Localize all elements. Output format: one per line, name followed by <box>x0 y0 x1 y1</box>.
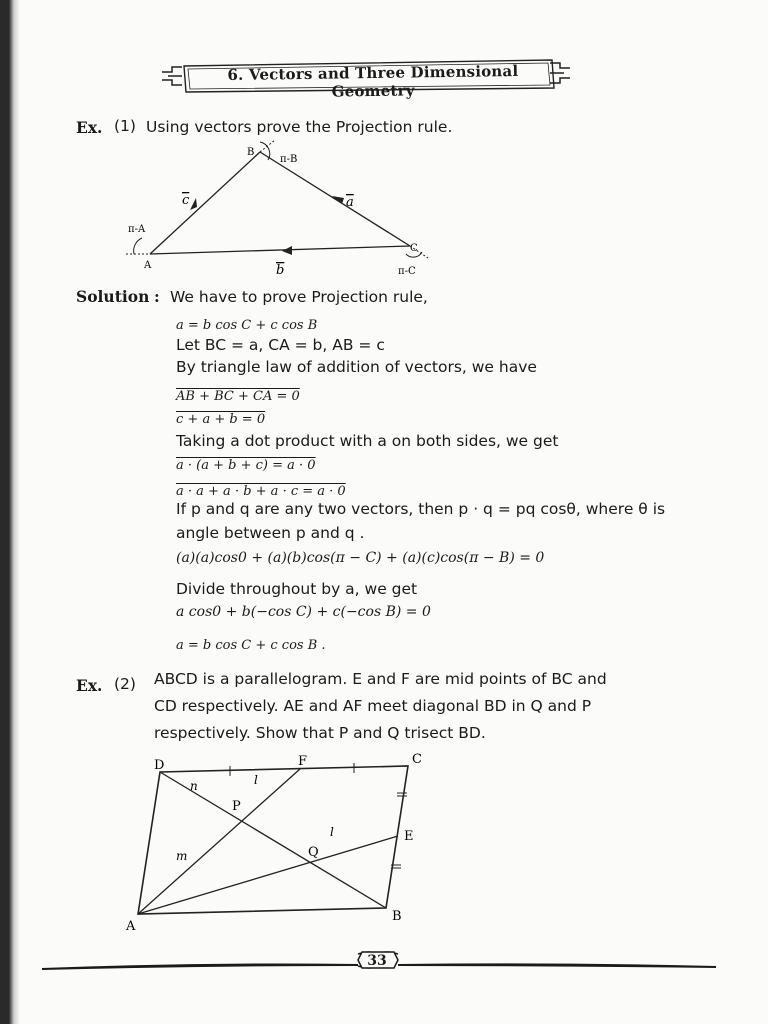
angle-pi-c-label: π-C <box>398 266 416 277</box>
vertex-b-label: B <box>247 147 255 158</box>
page-binding-edge <box>0 0 20 1024</box>
solution-label: Solution <box>76 287 150 306</box>
solution-line: We have to prove Projection rule, <box>170 288 428 306</box>
solution-line: angle between p and q . <box>176 524 365 542</box>
vector-c-label: c <box>182 193 190 208</box>
solution-line: If p and q are any two vectors, then p · q = pq cosθ, where θ is <box>176 500 666 518</box>
solution-line: Let BC = a, CA = b, AB = c <box>176 336 385 354</box>
vertex-c-label: C <box>412 752 422 767</box>
ex2-label: Ex. <box>76 676 103 695</box>
solution-equation: c + a + b = 0 <box>176 412 266 427</box>
solution-line: Divide throughout by a, we get <box>176 580 418 598</box>
vertex-b-label: B <box>392 909 402 924</box>
solution-equation: (a)(a)cos0 + (a)(b)cos(π − C) + (a)(c)cos(π − B) = 0 <box>176 550 545 566</box>
ex2-question-line: CD respectively. AE and AF meet diagonal BD in Q and P <box>154 697 592 715</box>
angle-pi-a-label: π-A <box>128 224 146 235</box>
solution-equation: a = b cos C + c cos B . <box>176 638 326 653</box>
segment-m-label: m <box>176 849 188 863</box>
midpoint-f-label: F <box>298 754 308 769</box>
solution-equation: a cos0 + b(−cos C) + c(−cos B) = 0 <box>176 604 431 620</box>
solution-equation: a = b cos C + c cos B <box>176 318 318 333</box>
vertex-c-label: C <box>410 243 418 254</box>
ex1-label: Ex. <box>76 118 103 137</box>
solution-equation: AB + BC + CA = 0 <box>176 389 300 404</box>
ex1-question: Using vectors prove the Projection rule. <box>146 118 453 136</box>
segment-n-label: n <box>190 779 198 793</box>
ex1-number: (1) <box>114 117 136 135</box>
chapter-title: 6. Vectors and Three Dimensional Geometry <box>227 61 519 101</box>
parallelogram-figure <box>118 748 438 938</box>
solution-line: By triangle law of addition of vectors, we have <box>176 358 537 376</box>
angle-pi-b-label: π-B <box>280 154 298 165</box>
triangle-figure <box>110 140 440 280</box>
vector-a-label: a <box>346 195 354 210</box>
segment-l-label: l <box>254 773 258 787</box>
midpoint-e-label: E <box>404 829 414 844</box>
ex2-question-line: ABCD is a parallelogram. E and F are mid points of BC and <box>154 670 607 688</box>
solution-colon: : <box>154 287 160 306</box>
vertex-a-label: A <box>126 919 136 934</box>
vertex-d-label: D <box>154 758 165 773</box>
vertex-a-label: A <box>144 260 152 271</box>
point-q-label: Q <box>308 845 319 860</box>
point-p-label: P <box>232 799 241 814</box>
vector-b-label: b <box>276 263 285 278</box>
solution-equation: a · (a + b + c) = a · 0 <box>176 458 316 473</box>
solution-equation: a · a + a · b + a · c = a · 0 <box>176 484 346 499</box>
ex2-number: (2) <box>114 675 136 693</box>
ex2-question-line: respectively. Show that P and Q trisect BD. <box>154 724 486 742</box>
page-number: 33 <box>367 953 387 969</box>
segment-l-label: l <box>330 825 334 839</box>
solution-line: Taking a dot product with a on both sides, we get <box>176 432 559 450</box>
